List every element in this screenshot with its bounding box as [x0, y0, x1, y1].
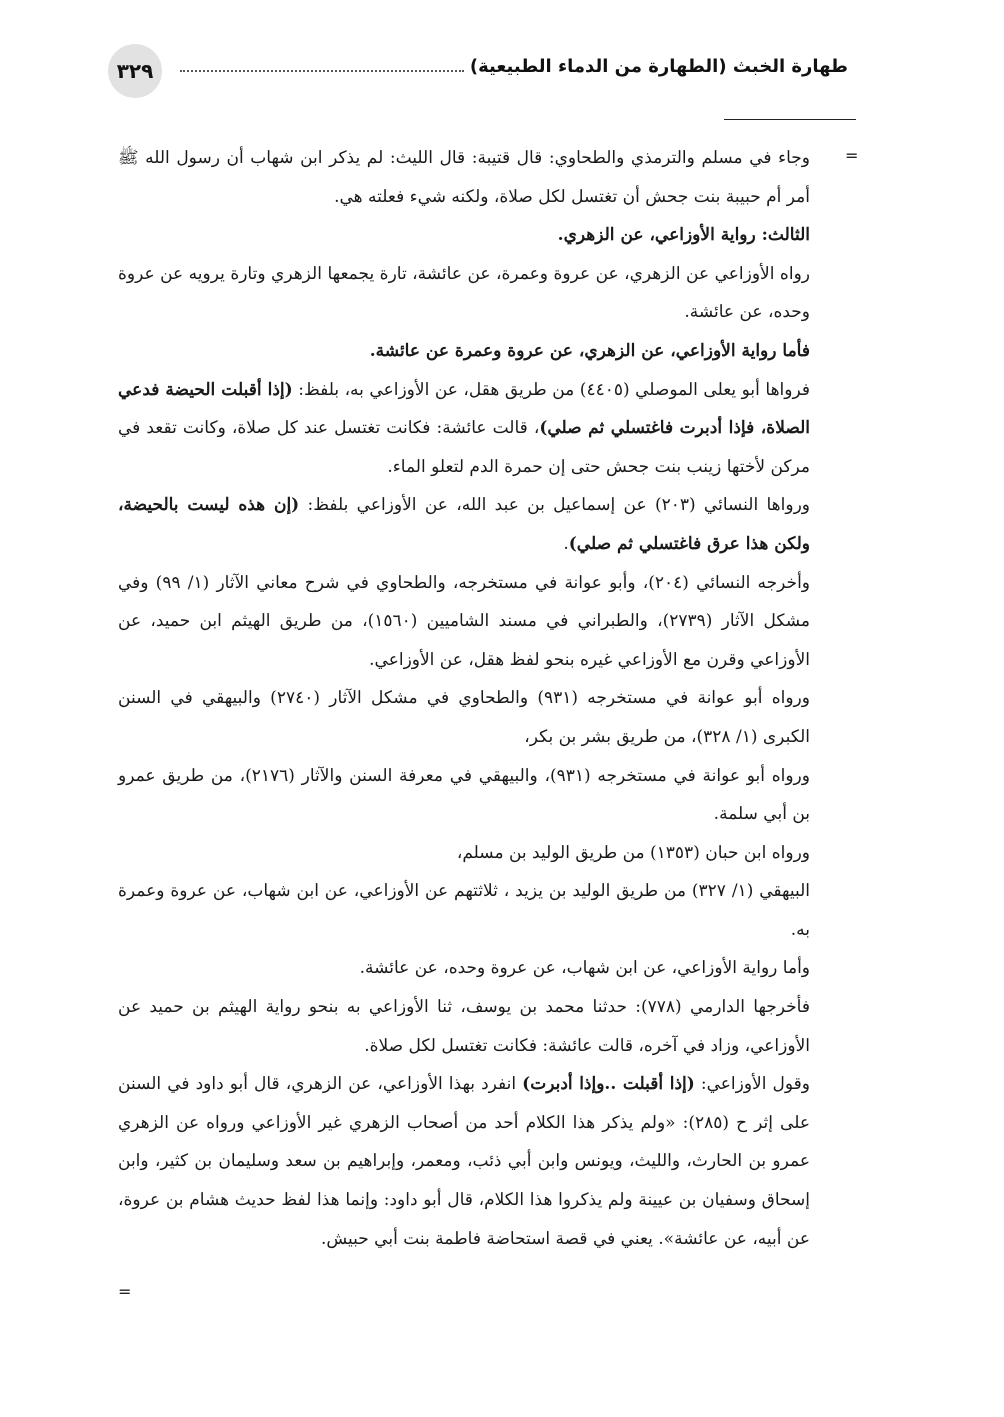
footnote-body: [118, 139, 810, 1258]
page-header: [108, 44, 848, 100]
paragraph: [118, 332, 810, 371]
continuation-mark-bottom: =: [118, 1282, 132, 1301]
page-number-badge: ٣٢٩: [108, 44, 162, 98]
running-title: طهارة الخبث (الطهارة من الدماء الطبيعية): [469, 56, 848, 77]
text-segment: انفرد بهذا الأوزاعي، عن الزهري، قال أبو داود في السنن على إثر ح (٢٨٥): «ولم يذكر هذا الكلام أحد من أصحاب الزهري غير الأوزاعي ورواه عن الزهري عمرو بن الحارث، والليث، ويونس وابن أبي ذئب، ومعمر، وإبراهيم بن سعد وسليمان بن كثير، وابن إسحاق وسفيان بن عيينة ولم يذكروا هذا الكلام، قال أبو داود: وإنما هذا لفظ حديث هشام بن عروة، عن أبيه، عن عائشة». يعني في قصة استحاضة فاطمة بنت أبي حبيش.: [118, 1074, 810, 1249]
paragraph: [118, 255, 810, 332]
header-dotted-leader: [180, 56, 464, 72]
bold-text-segment: فأما رواية الأوزاعي، عن الزهري، عن عروة وعمرة عن عائشة.: [369, 340, 810, 361]
text-segment: ورواه أبو عوانة في مستخرجه (٩٣١) والطحاوي في مشكل الآثار (٢٧٤٠) والبيهقي في السنن الكبرى (١/ ٣٢٨)، من طريق بشر بن بكر،: [118, 688, 810, 747]
text-segment: وأخرجه النسائي (٢٠٤)، وأبو عوانة في مستخرجه، والطحاوي في شرح معاني الآثار (١/ ٩٩) وفي مشكل الآثار (٢٧٣٩)، والطبراني في مسند الشاميين (١٥٦٠)، من طريق الهيثم ابن حميد، عن الأوزاعي وقرن مع الأوزاعي غيره بنحو لفظ هقل، عن الأوزاعي.: [118, 572, 811, 670]
paragraph: [118, 564, 810, 680]
paragraph: [118, 216, 810, 255]
bold-text-segment: الثالث: رواية الأوزاعي، عن الزهري.: [557, 225, 810, 246]
text-segment: فأخرجها الدارمي (٧٧٨): حدثنا محمد بن يوسف، ثنا الأوزاعي به بنحو رواية الهيثم بن حميد عن الأوزاعي، وزاد في آخره، قالت عائشة: فكانت تغتسل لكل صلاة.: [118, 997, 810, 1056]
paragraph: [118, 1065, 810, 1258]
text-segment: ، قالت عائشة: فكانت تغتسل عند كل صلاة، وكانت تقعد في مركن لأختها زينب بنت جحش حتى إن حمرة الدم لتعلو الماء.: [118, 418, 810, 477]
text-segment: ورواها النسائي (٢٠٣) عن إسماعيل بن عبد الله، عن الأوزاعي بلفظ:: [299, 495, 810, 516]
text-segment: وجاء في مسلم والترمذي والطحاوي: قال قتيبة: قال الليث: لم يذكر ابن شهاب أن رسول الله ﷺ أمر أم حبيبة بنت جحش أن تغتسل لكل صلاة، ولكنه شيء فعلته هي.: [118, 148, 810, 207]
paragraph: [118, 486, 810, 563]
running-header: [174, 56, 848, 77]
paragraph: [118, 371, 810, 487]
text-segment: فرواها أبو يعلى الموصلي (٤٤٠٥) من طريق هقل، عن الأوزاعي به، بلفظ:: [292, 379, 810, 400]
footnote-separator-line: [724, 119, 856, 120]
text-segment: ورواه ابن حبان (١٣٥٣) من طريق الوليد بن مسلم،: [456, 842, 810, 863]
text-segment: رواه الأوزاعي عن الزهري، عن عروة وعمرة، عن عائشة، تارة يجمعها الزهري وتارة يرويه عن عروة وحده، عن عائشة.: [118, 263, 810, 323]
bold-text-segment: (إن هذه ليست بالحيضة، ولكن هذا عرق فاغتسلي ثم صلي): [118, 495, 810, 554]
paragraph: [118, 834, 810, 873]
bold-text-segment: (إذا أقبلت ..وإذا أدبرت): [522, 1074, 695, 1095]
bold-text-segment: (إذا أقبلت الحيضة فدعي الصلاة، فإذا أدبرت فاغتسلي ثم صلي): [118, 379, 810, 439]
paragraph: [118, 872, 810, 949]
paragraph: [118, 139, 810, 216]
text-segment: البيهقي (١/ ٣٢٧) من طريق الوليد بن يزيد ، ثلاثتهم عن الأوزاعي، عن ابن شهاب، عن عروة وعمرة به.: [118, 881, 810, 940]
text-segment: .: [563, 533, 569, 554]
paragraph: [118, 757, 810, 834]
paragraph: [118, 988, 810, 1065]
text-segment: وأما رواية الأوزاعي، عن ابن شهاب، عن عروة وحده، عن عائشة.: [359, 958, 810, 979]
paragraph: [118, 679, 810, 756]
text-segment: وقول الأوزاعي:: [694, 1074, 810, 1095]
text-segment: ورواه أبو عوانة في مستخرجه (٩٣١)، والبيهقي في معرفة السنن والآثار (٢١٧٦)، من طريق عمرو بن أبي سلمة.: [118, 765, 810, 825]
paragraph: [118, 949, 810, 988]
continuation-mark-top: =: [845, 146, 859, 165]
